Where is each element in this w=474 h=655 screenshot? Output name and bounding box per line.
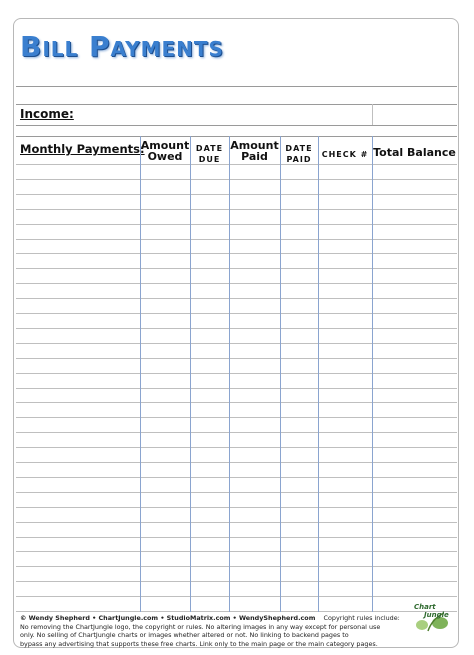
footer-line-4: bypass any advertising that supports these free charts. Link only to the main page or the main category pages. bbox=[20, 639, 378, 648]
divider-line bbox=[16, 104, 457, 105]
logo-text-2: Jungle bbox=[424, 611, 449, 619]
table-row-line bbox=[16, 522, 457, 523]
amount-paid-header: Amount Paid bbox=[230, 139, 279, 163]
table-row-line bbox=[16, 477, 457, 478]
page-title: Bill Payments bbox=[20, 30, 224, 63]
table-column-line bbox=[229, 164, 230, 612]
income-label: Income: bbox=[20, 107, 74, 121]
table-row-line bbox=[16, 224, 457, 225]
footer-line-2: No removing the ChartJungle logo, the copyright or rules. No altering images in any way except for personal use bbox=[20, 622, 381, 631]
table-row-line bbox=[16, 447, 457, 448]
table-row-line bbox=[16, 462, 457, 463]
footer-line-3: only. No selling of ChartJungle charts or images whether altered or not. No linking to backend pages to bbox=[20, 631, 349, 640]
table-row-line bbox=[16, 432, 457, 433]
total-balance-header: Total Balance bbox=[373, 146, 456, 159]
table-row-line bbox=[16, 298, 457, 299]
table-row-line bbox=[16, 358, 457, 359]
table-row-line bbox=[16, 402, 457, 403]
table-column-line bbox=[190, 164, 191, 612]
table-row-line bbox=[16, 388, 457, 389]
table-row-line bbox=[16, 194, 457, 195]
table-row-line bbox=[16, 253, 457, 254]
table-row-line bbox=[16, 611, 457, 612]
table-row-line bbox=[16, 566, 457, 567]
check-number-header: CHECK # bbox=[321, 150, 369, 159]
table-column-line bbox=[318, 164, 319, 612]
date-due-header: DATE DUE bbox=[195, 144, 224, 164]
amount-owed-header: Amount Owed bbox=[140, 139, 190, 163]
table-column-line bbox=[280, 164, 281, 612]
header-col-divider bbox=[140, 136, 141, 164]
table-row-line bbox=[16, 373, 457, 374]
monthly-payments-header: Monthly Payments: bbox=[20, 142, 145, 156]
credit-text: © Wendy Shepherd • ChartJungle.com • StudioMatrix.com • WendyShepherd.com bbox=[20, 614, 316, 622]
table-row-line bbox=[16, 507, 457, 508]
table-column-line bbox=[372, 164, 373, 612]
table-row-line bbox=[16, 551, 457, 552]
table-row-line bbox=[16, 179, 457, 180]
table-row-line bbox=[16, 209, 457, 210]
table-row-line bbox=[16, 268, 457, 269]
table-row-line bbox=[16, 581, 457, 582]
divider-line bbox=[16, 86, 457, 87]
table-row-line bbox=[16, 313, 457, 314]
table-row-line bbox=[16, 328, 457, 329]
rules-heading: Copyright rules include: bbox=[323, 614, 400, 622]
header-col-divider bbox=[372, 136, 373, 164]
footer-line-1 bbox=[20, 614, 440, 623]
table-row-line bbox=[16, 596, 457, 597]
table-row-line bbox=[16, 283, 457, 284]
header-top-line bbox=[16, 136, 457, 137]
table-row-line bbox=[16, 239, 457, 240]
table-column-line bbox=[140, 164, 141, 612]
logo-text-1: Chart bbox=[414, 603, 436, 611]
table-row-line bbox=[16, 343, 457, 344]
table-row-line bbox=[16, 164, 457, 165]
table-row-line bbox=[16, 492, 457, 493]
copyright-footer bbox=[20, 614, 440, 648]
chartjungle-logo bbox=[414, 601, 450, 633]
header-col-divider bbox=[318, 136, 319, 164]
payments-table bbox=[16, 164, 457, 612]
income-line bbox=[16, 125, 457, 126]
header-col-divider bbox=[229, 136, 230, 164]
header-col-divider bbox=[280, 136, 281, 164]
table-row-line bbox=[16, 537, 457, 538]
income-divider bbox=[372, 104, 373, 125]
header-col-divider bbox=[190, 136, 191, 164]
table-row-line bbox=[16, 417, 457, 418]
date-paid-header: DATE PAID bbox=[285, 144, 313, 164]
